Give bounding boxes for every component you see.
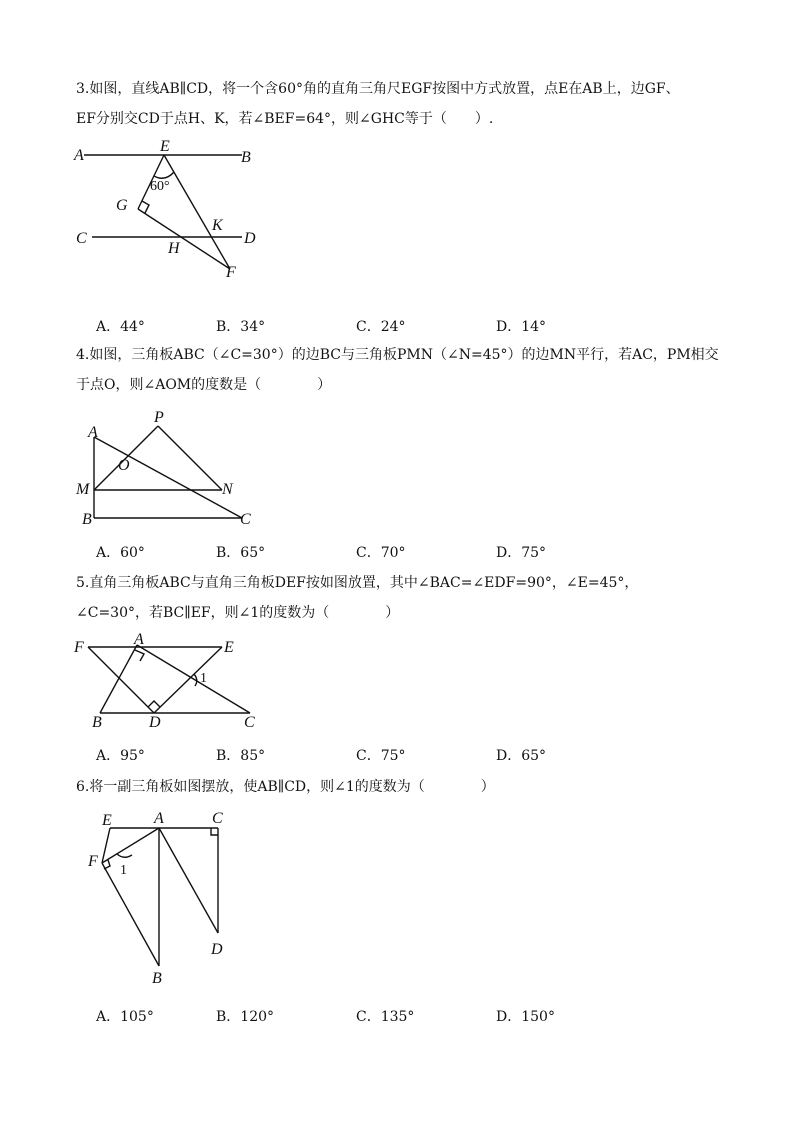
segment-fd (88, 647, 154, 713)
label-d: D (211, 941, 223, 958)
q4-option-b[interactable]: B．65° (216, 545, 266, 561)
q4-option-d[interactable]: D．75° (496, 545, 547, 561)
right-angle-mark-c (211, 828, 218, 835)
q6-option-a[interactable]: A．105° (96, 1009, 154, 1025)
question-4-line-1: 4.如图，三角板ABC（∠C=30°）的边BC与三角板PMN（∠N=45°）的边MN平行，若AC，PM相交 (76, 347, 719, 363)
label-c: C (240, 511, 251, 528)
label-a: A (74, 147, 84, 164)
q6-option-c[interactable]: C．135° (356, 1009, 415, 1025)
q6-option-d[interactable]: D．150° (496, 1009, 555, 1025)
question-5-options (96, 745, 696, 767)
label-c: C (76, 230, 87, 247)
question-3-options (96, 316, 696, 338)
right-angle-mark-d (148, 701, 160, 707)
question-3-line-2: EF分别交CD于点H、K，若∠BEF=64°，则∠GHC等于（ ）. (76, 111, 494, 127)
label-angle-1: 1 (120, 863, 127, 878)
question-3-figure (70, 136, 270, 284)
right-angle-mark-a (135, 650, 144, 661)
question-5-line-1: 5.直角三角板ABC与直角三角板DEF按如图放置，其中∠BAC=∠EDF=90°，∠E=45°， (76, 575, 639, 591)
question-5-line-2: ∠C=30°，若BC∥EF，则∠1的度数为（ ） (76, 605, 400, 621)
question-3-stem (76, 74, 736, 134)
question-5-figure (70, 630, 270, 734)
label-p: P (154, 409, 164, 426)
label-a: A (154, 810, 164, 827)
question-4-options (96, 542, 696, 564)
question-5-stem (76, 568, 736, 628)
segment-ef (102, 828, 110, 863)
angle-arc-1 (117, 854, 132, 857)
segment-pn (158, 426, 222, 490)
label-b: B (92, 714, 102, 731)
label-h: H (168, 240, 180, 257)
question-3-line-1: 3.如图，直线AB∥CD，将一个含60°角的直角三角尺EGF按图中方式放置，点E在AB上，边GF、 (76, 81, 680, 97)
question-4-line-2: 于点O，则∠AOM的度数是（ ） (76, 377, 332, 393)
label-e: E (224, 639, 234, 656)
q3-option-d[interactable]: D．14° (496, 319, 547, 335)
label-k: K (212, 217, 223, 234)
segment-ad (159, 828, 218, 933)
q3-option-c[interactable]: C．24° (356, 319, 406, 335)
right-angle-mark-g (142, 201, 149, 213)
q5-option-b[interactable]: B．85° (216, 748, 266, 764)
label-c: C (212, 810, 223, 827)
q5-option-c[interactable]: C．75° (356, 748, 406, 764)
label-b: B (82, 511, 92, 528)
q4-option-a[interactable]: A．60° (96, 545, 145, 561)
q5-option-a[interactable]: A．95° (96, 748, 145, 764)
label-d: D (149, 714, 161, 731)
question-6-line-1: 6.将一副三角板如图摆放，使AB∥CD，则∠1的度数为（ ） (76, 779, 495, 795)
question-4-stem (76, 340, 736, 400)
question-6-stem (76, 772, 736, 802)
label-a: A (88, 424, 98, 441)
label-e: E (160, 138, 170, 155)
segment-fb (102, 863, 159, 966)
label-o: O (118, 457, 130, 474)
q4-option-c[interactable]: C．70° (356, 545, 406, 561)
label-f: F (74, 639, 84, 656)
label-m: M (76, 481, 90, 498)
label-a: A (134, 631, 144, 648)
angle-arc-e (154, 172, 174, 178)
segment-ac (94, 437, 242, 518)
q6-option-b[interactable]: B．120° (216, 1009, 275, 1025)
label-e: E (102, 812, 112, 829)
segment-ba (100, 645, 137, 713)
label-b: B (152, 970, 162, 987)
question-4-figure (72, 408, 272, 530)
label-c: C (244, 714, 255, 731)
label-n: N (222, 481, 233, 498)
label-g: G (116, 197, 128, 214)
label-angle-60: 60° (150, 179, 170, 194)
segment-ed (154, 647, 222, 713)
segment-af (102, 828, 159, 863)
q3-option-b[interactable]: B．34° (216, 319, 266, 335)
label-f: F (88, 853, 98, 870)
label-f: F (226, 264, 236, 281)
q3-option-a[interactable]: A．44° (96, 319, 145, 335)
label-d: D (244, 230, 256, 247)
question-6-figure (80, 808, 250, 990)
label-angle-1: 1 (200, 671, 207, 686)
question-6-options (96, 1006, 696, 1028)
label-b: B (241, 149, 251, 166)
q5-option-d[interactable]: D．65° (496, 748, 547, 764)
